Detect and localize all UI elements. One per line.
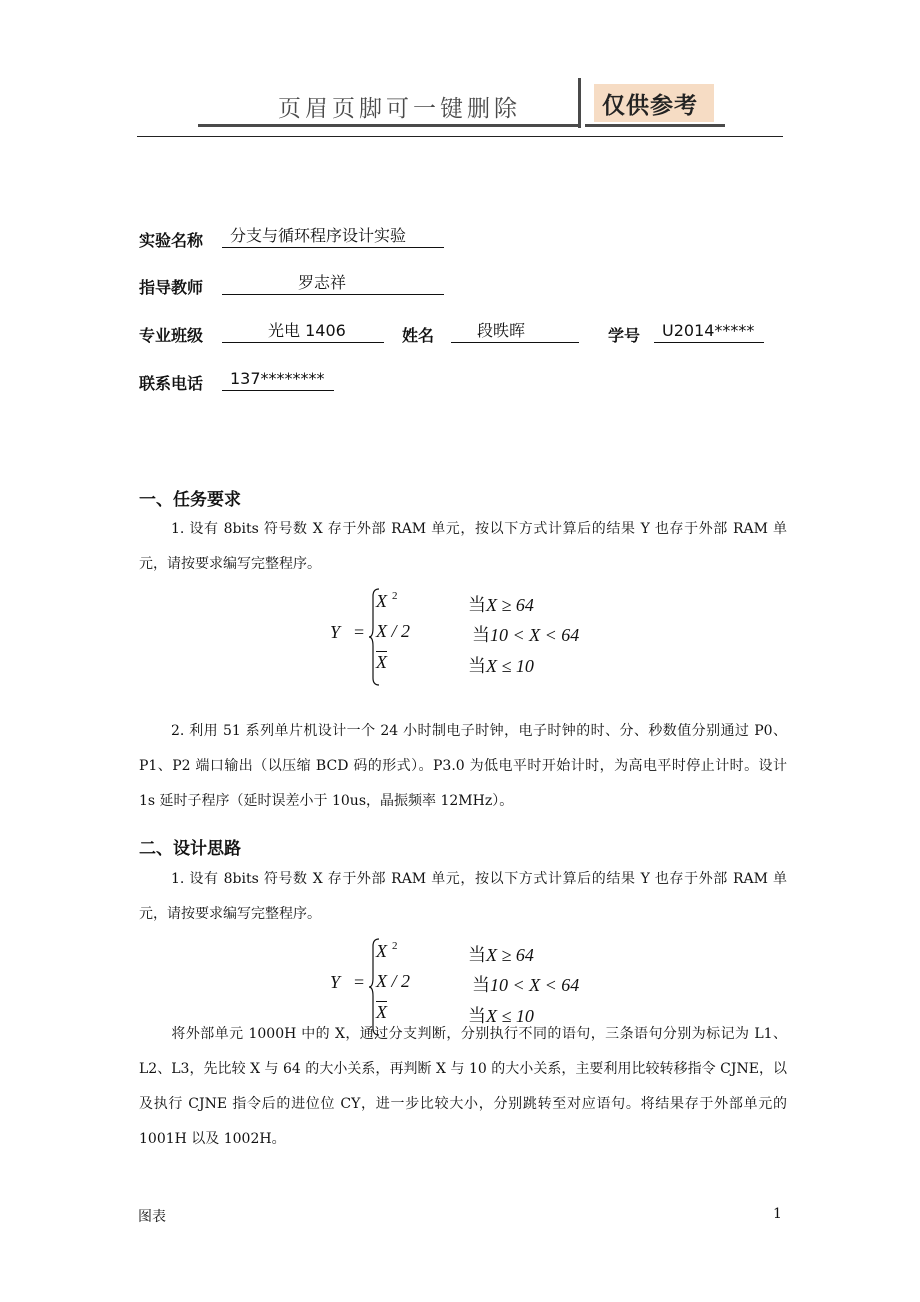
formula-equals: =	[354, 972, 365, 992]
phone-value: 137********	[222, 369, 334, 391]
banner-underline	[198, 124, 580, 127]
case3-cond-prefix: 当	[468, 656, 486, 676]
task-paragraph-1-text: 1. 设有 8bits 符号数 X 存于外部 RAM 单元，按以下方式计算后的结果 Y 也存于外部 RAM 单元，请按要求编写完整程序。	[139, 521, 787, 572]
task-paragraph-2-text: 2. 利用 51 系列单片机设计一个 24 小时制电子时钟，电子时钟的时、分、秒数值分别通过 P0、P1、P2 端口输出（以压缩 BCD 码的形式）。P3.0 为低电平时开始计时，为高电平时停止计时。设计 1s 延时子程序（延时误差小于 10us，晶振频率 12MHz）。	[139, 723, 787, 809]
banner-divider	[578, 78, 581, 128]
student-id-value: U2014*****	[654, 321, 764, 343]
header-banner	[200, 86, 580, 126]
reference-only-tag	[594, 84, 714, 122]
teacher-value: 罗志祥	[222, 273, 444, 295]
experiment-name-value: 分支与循环程序设计实验	[222, 226, 444, 248]
case3-condition: X ≤ 10	[486, 1006, 534, 1026]
design-paragraph-2	[139, 1017, 787, 1157]
reference-only-text: 仅供参考	[602, 93, 698, 119]
teacher-label: 指导教师	[139, 278, 204, 297]
formula-equals: =	[354, 622, 365, 642]
case1-superscript: 2	[392, 590, 398, 602]
section-task-title: 一、任务要求	[139, 490, 241, 510]
case1-cond-prefix: 当	[468, 595, 486, 615]
phone-label: 联系电话	[139, 374, 204, 393]
class-value: 光电 1406	[222, 321, 384, 343]
case1-superscript: 2	[392, 940, 398, 952]
case3-condition: X ≤ 10	[486, 656, 534, 676]
header-rule	[137, 136, 783, 137]
case2-condition: 10 < X < 64	[490, 625, 580, 645]
case2-condition: 10 < X < 64	[490, 975, 580, 995]
case2-cond-prefix: 当	[472, 975, 490, 995]
case3-expr: $\overline{X}$	[376, 652, 387, 672]
formula-lhs: Y	[330, 622, 341, 642]
section-design-title: 二、设计思路	[139, 839, 241, 859]
case2-expr: X / 2	[376, 621, 410, 641]
piecewise-formula-1	[330, 588, 650, 688]
footer-label: 图表	[138, 1209, 166, 1225]
formula-lhs: Y	[330, 972, 341, 992]
experiment-name-label: 实验名称	[139, 231, 204, 250]
page-number: 1	[773, 1206, 782, 1222]
case1-cond-prefix: 当	[468, 945, 486, 965]
class-label: 专业班级	[139, 326, 204, 345]
name-value: 段昳晖	[451, 321, 579, 343]
case2-cond-prefix: 当	[472, 625, 490, 645]
name-label: 姓名	[402, 326, 435, 345]
case3-cond-prefix: 当	[468, 1006, 486, 1026]
case1-condition: X ≥ 64	[486, 595, 534, 615]
case1-expr: X	[376, 941, 387, 961]
case1-expr: X	[376, 591, 387, 611]
header-banner-text: 页眉页脚可一键删除	[278, 96, 521, 122]
task-paragraph-1	[139, 512, 787, 582]
case2-expr: X / 2	[376, 971, 410, 991]
case1-condition: X ≥ 64	[486, 945, 534, 965]
task-paragraph-2	[139, 714, 787, 819]
student-id-label: 学号	[608, 326, 641, 345]
case3-expr: $\overline{X}$	[376, 1002, 387, 1022]
design-paragraph-2-text: 将外部单元 1000H 中的 X，通过分支判断，分别执行不同的语句，三条语句分别为标记为 L1、L2、L3，先比较 X 与 64 的大小关系，再判断 X 与 10 的大小关系，主要利用比较转移指令 CJNE，以及执行 CJNE 指令后的进位位 CY，进一步比较大小，分别跳转至对应语句。将结果存于外部单元的 1001H 以及 1002H。	[139, 1026, 787, 1147]
design-paragraph-1	[139, 862, 787, 932]
banner-underline-right	[585, 124, 725, 127]
design-paragraph-1-text: 1. 设有 8bits 符号数 X 存于外部 RAM 单元，按以下方式计算后的结果 Y 也存于外部 RAM 单元，请按要求编写完整程序。	[139, 871, 787, 922]
